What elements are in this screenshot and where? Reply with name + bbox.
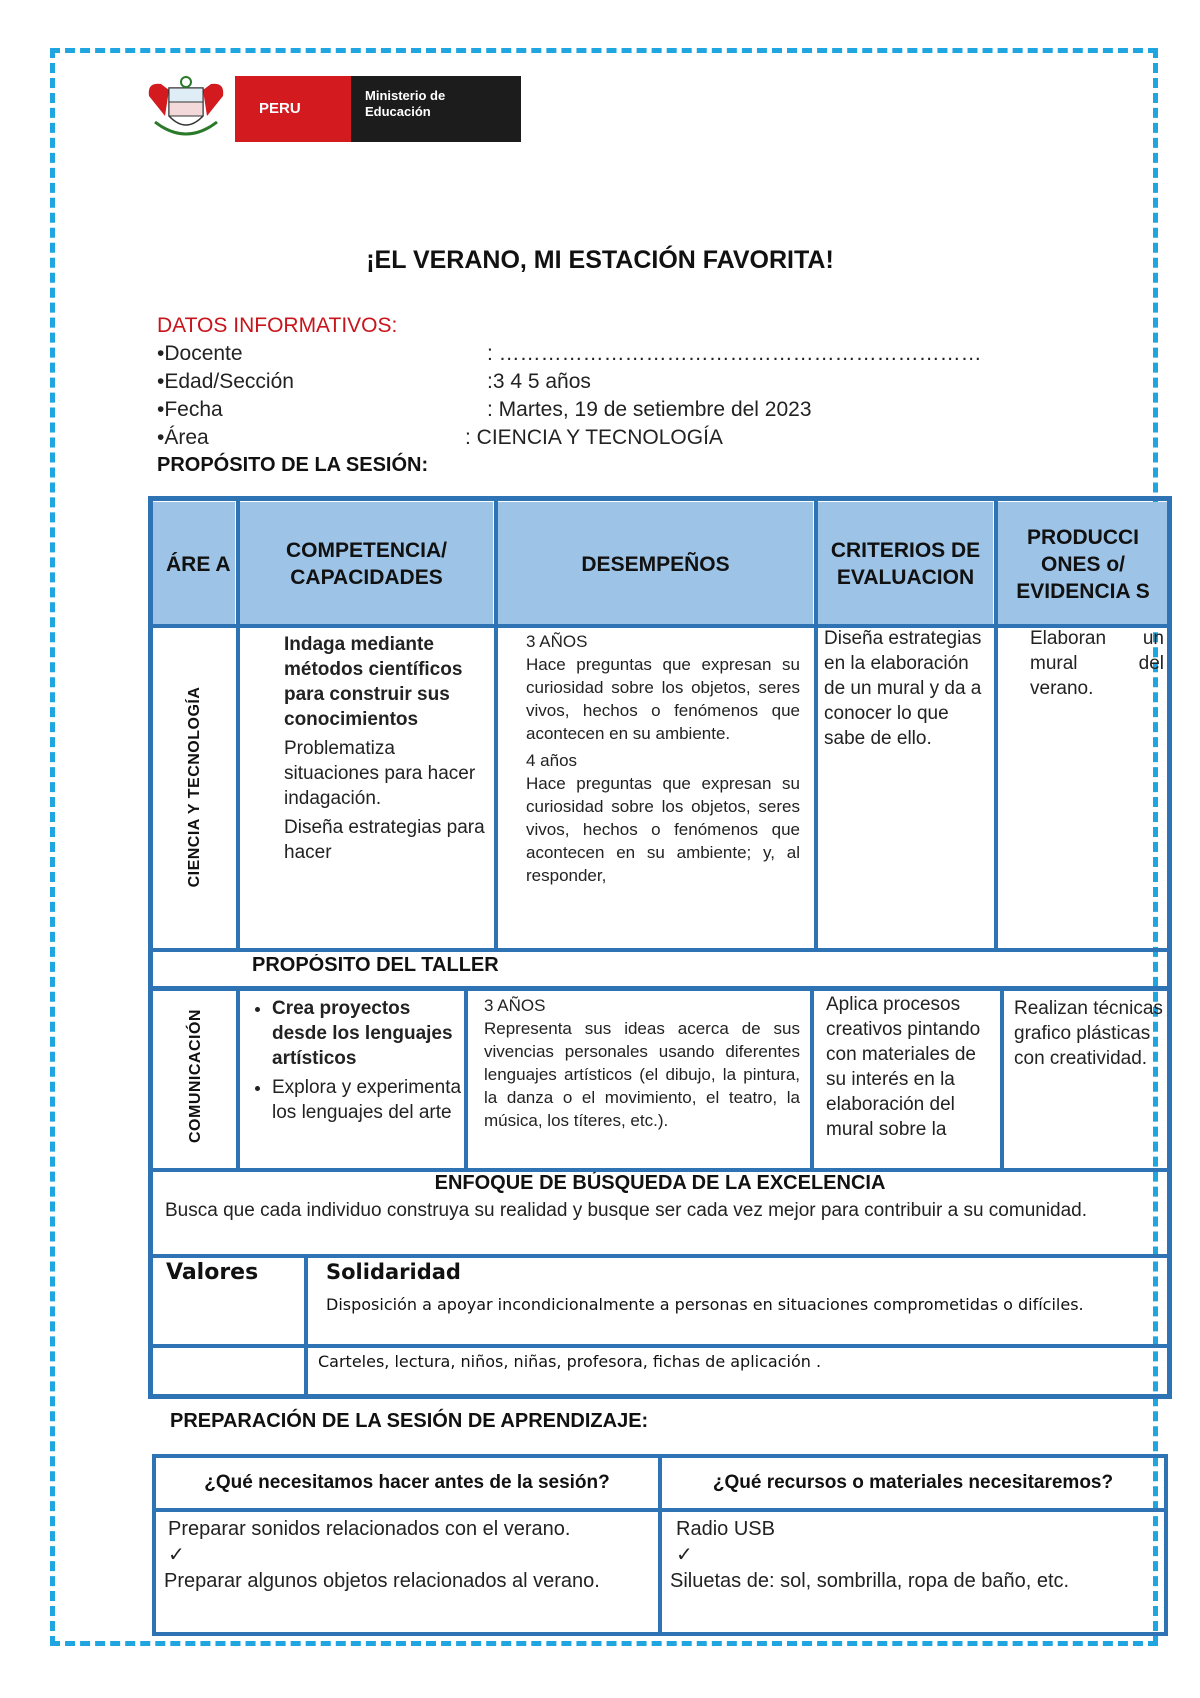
datos-label: •Edad/Sección: [157, 370, 294, 393]
prep-item: Preparar algunos objetos relacionados al verano.: [164, 1570, 600, 1592]
datos-label: •Área: [157, 426, 209, 449]
grid-line: [236, 496, 240, 950]
prep-col1-cell: [164, 1516, 654, 1630]
header-producciones: PRODUCCI ONES o/ EVIDENCIA S: [998, 502, 1168, 626]
grid-line: [1000, 991, 1004, 1170]
datos-value: : Martes, 19 de setiembre del 2023: [487, 398, 812, 421]
prep-header-1: ¿Qué necesitamos hacer antes de la sesión?: [204, 1472, 610, 1493]
preparacion-heading: PREPARACIÓN DE LA SESIÓN DE APRENDIZAJE:: [170, 1410, 649, 1432]
desempeno-age: 4 años: [526, 751, 578, 770]
grid-line: [810, 991, 814, 1170]
ministry-line-1: Ministerio de: [365, 88, 446, 103]
enfoque-text: Busca que cada individuo construya su realidad y busque ser cada vez mejor para contribuir a su comunidad.: [165, 1200, 1088, 1221]
taller-heading: PROPÓSITO DEL TALLER: [252, 954, 499, 976]
competencia-cell: [284, 632, 490, 946]
desempeno-text: Hace preguntas que expresan su curiosidad sobre los objetos, seres vivos, hechos o fenómenos que acontecen en su ambiente; y, al responder,: [526, 774, 800, 885]
prep-item: Preparar sonidos relacionados con el verano.: [168, 1518, 571, 1540]
grid-line: [148, 1394, 1172, 1399]
criterio-cell-2: Aplica procesos creativos pintando con materiales de su interés en la elaboración del mural sobre la: [826, 994, 981, 1140]
grid-line: [148, 986, 1172, 991]
valores-description: Disposición a apoyar incondicionalmente a personas en situaciones comprometidas o difíciles.: [326, 1295, 1084, 1314]
prep-item: Radio USB: [676, 1518, 775, 1540]
ministry-line-2: Educación: [365, 104, 431, 119]
grid-line: [148, 1344, 1172, 1348]
header-area: ÁRE A: [152, 502, 235, 626]
grid-line: [304, 1254, 308, 1398]
header-competencia: COMPETENCIA/ CAPACIDADES: [240, 502, 493, 626]
header-desempenos: DESEMPEÑOS: [498, 502, 813, 626]
capacidad-item: • Diseña estrategias para hacer: [284, 815, 490, 865]
grid-line: [1167, 496, 1172, 1398]
check-icon: ✓: [676, 1544, 693, 1566]
peru-label: PERU: [235, 76, 351, 142]
datos-value: : CIENCIA Y TECNOLOGÍA: [465, 426, 723, 449]
area-cell-comunicacion: [153, 991, 236, 1168]
valores-label: Valores: [166, 1260, 259, 1285]
grid-line: [494, 496, 498, 950]
desempenos-cell: [526, 630, 800, 946]
datos-value: : ……………………………………………………………: [487, 342, 982, 365]
area-label-ciencia: CIENCIA Y TECNOLOGÍA: [186, 686, 203, 888]
competencia-text: Indaga mediante métodos científicos para construir sus conocimientos: [284, 634, 463, 730]
datos-heading: DATOS INFORMATIVOS:: [157, 314, 398, 337]
ministry-logo: [145, 76, 525, 142]
desempeno-text: Representa sus ideas acerca de sus vivencias personales usando diferentes lenguajes artísticos (el dibujo, la pintura, la danza o el movimiento, el teatro, la música, los títeres, etc.).: [484, 1019, 800, 1130]
grid-line: [1164, 1454, 1168, 1636]
grid-line: [236, 986, 240, 1170]
peru-coat-of-arms-icon: [145, 76, 227, 142]
desempeno-age: 3 AÑOS: [484, 996, 546, 1015]
grid-line: [814, 496, 818, 950]
grid-line: [148, 1254, 1172, 1258]
capacidad-item: • Problematiza situaciones para hacer indagación.: [284, 736, 490, 811]
grid-line: [148, 496, 1172, 501]
grid-line: [148, 948, 1172, 952]
datos-label: •Fecha: [157, 398, 223, 421]
prep-item: Siluetas de: sol, sombrilla, ropa de baño, etc.: [670, 1570, 1070, 1592]
competencia-text: • Crea proyectos desde los lenguajes artísticos: [272, 996, 462, 1071]
competencia-cell-2: [246, 996, 462, 1168]
capacidad-item: • Explora y experimenta los lenguajes del arte: [272, 1075, 462, 1125]
check-icon: ✓: [168, 1544, 185, 1566]
recursos-text: Carteles, lectura, niños, niñas, profesora, fichas de aplicación .: [318, 1352, 822, 1371]
area-label-comunicacion: COMUNICACIÓN: [187, 1009, 204, 1143]
datos-value: :3 4 5 años: [487, 370, 591, 393]
grid-line: [994, 496, 998, 950]
header-criterios: CRITERIOS DE EVALUACION: [818, 502, 993, 626]
area-cell-ciencia: [153, 628, 236, 948]
desempeno-age: 3 AÑOS: [526, 632, 588, 651]
grid-line: [464, 991, 468, 1170]
ministry-name: [351, 76, 521, 142]
proposito-heading: PROPÓSITO DE LA SESIÓN:: [157, 454, 429, 476]
valores-value: Solidaridad: [326, 1260, 461, 1284]
datos-label: •Docente: [157, 342, 243, 365]
enfoque-heading: ENFOQUE DE BÚSQUEDA DE LA EXCELENCIA: [434, 1172, 886, 1194]
prep-col2-cell: [670, 1516, 1160, 1630]
prep-header-2: ¿Qué recursos o materiales necesitaremos?: [712, 1472, 1114, 1493]
produccion-cell-2: Realizan técnicas grafico plásticas con creatividad.: [1014, 998, 1163, 1069]
produccion-cell: Elaboran un mural del verano.: [1030, 628, 1164, 699]
desempeno-text: Hace preguntas que expresan su curiosidad sobre los objetos, seres vivos, hechos o fenómenos que acontecen en su ambiente.: [526, 655, 800, 743]
page-title: ¡EL VERANO, MI ESTACIÓN FAVORITA!: [366, 246, 834, 274]
criterio-cell: Diseña estrategias en la elaboración de un mural y da a conocer lo que sabe de ello.: [824, 628, 982, 749]
desempenos-cell-2: [484, 994, 800, 1168]
grid-line: [148, 624, 1172, 628]
